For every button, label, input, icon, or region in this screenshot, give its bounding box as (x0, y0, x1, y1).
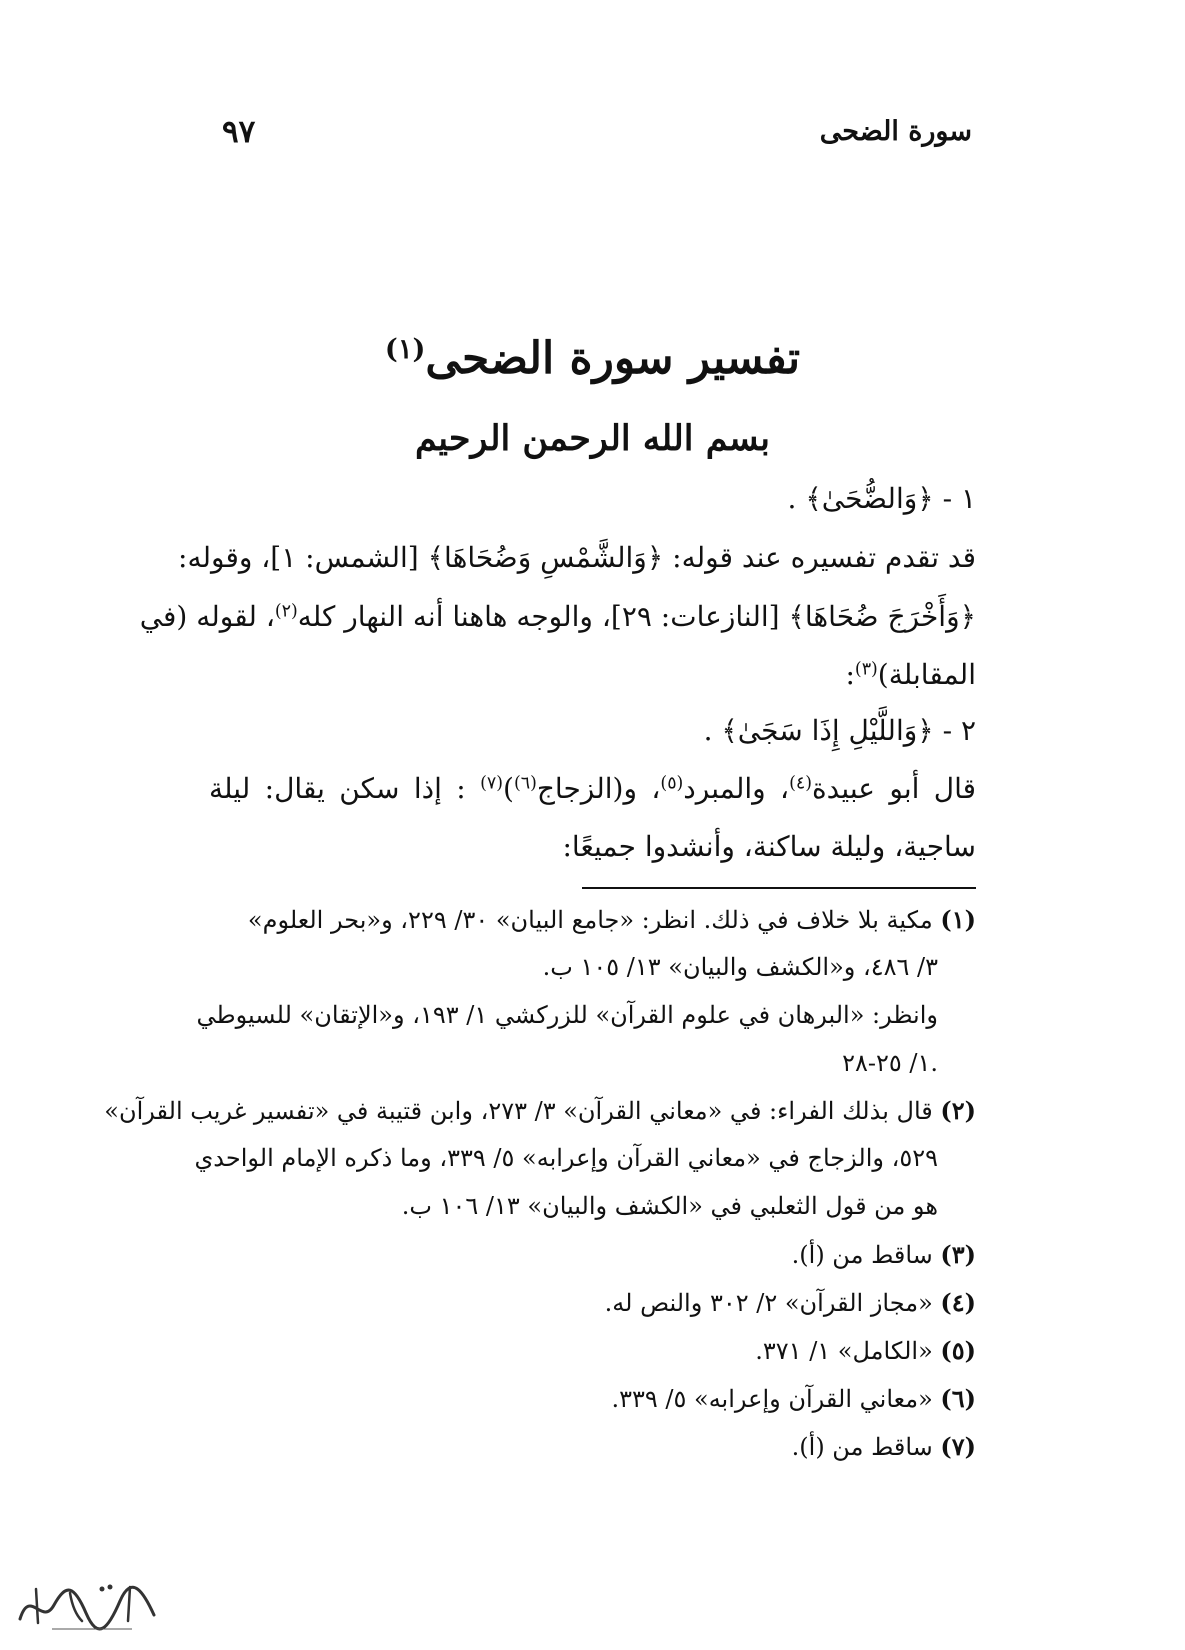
verse-1-line (788, 482, 976, 515)
footnote-text: ساقط من (أ). (791, 1433, 933, 1461)
quran-ayah: ﴿وَأَخْرَجَ ضُحَاهَا﴾ (788, 600, 976, 633)
body-text: : (845, 658, 855, 691)
calligraphy-dot (108, 1585, 113, 1590)
footnote-number: (٦) (940, 1384, 976, 1413)
footnote-2-line: هو من قول الثعلبي في «الكشف والبيان» ١٣/ ١٠٦ ب. (401, 1192, 938, 1220)
footnote-1-line: ١/ ٢٥-٢٨. (842, 1049, 938, 1077)
footnote-text: «مجاز القرآن» ٢/ ٣٠٢ والنص له. (604, 1289, 933, 1317)
footnote-marker: (٦) (513, 773, 537, 794)
verse-end: . (703, 714, 713, 747)
watermark-logo (12, 1575, 162, 1635)
footnote-text: «معاني القرآن وإعرابه» ٥/ ٣٣٩. (611, 1385, 933, 1413)
quran-ayah: ﴿وَالضُّحَىٰ﴾ (805, 482, 934, 515)
footnote-text: ساقط من (أ). (791, 1241, 933, 1269)
verse-number: ١ - (942, 482, 976, 515)
page-number: ٩٧ (222, 114, 256, 150)
footnote-number: (١) (940, 905, 976, 934)
body-line (178, 541, 976, 574)
footnote-5 (755, 1336, 976, 1365)
basmala: بسم الله الرحمن الرحيم (415, 418, 770, 459)
footnote-separator (582, 887, 976, 889)
quran-ayah: ﴿وَالشَّمْسِ وَضُحَاهَا﴾ (427, 541, 664, 574)
body-text: قد تقدم تفسيره عند قوله: (672, 541, 976, 574)
quran-ayah: ﴿وَاللَّيْلِ إِذَا سَجَىٰ﴾ (721, 714, 934, 747)
footnote-7 (792, 1432, 976, 1461)
footnote-text: مكية بلا خلاف في ذلك. انظر: «جامع البيان» ٣٠/ ٢٢٩، و«بحر العلوم» (247, 906, 933, 934)
body-line (209, 772, 976, 805)
body-text: [النازعات: ٢٩]، والوجه هاهنا أنه النهار كله$^{(٢)}$، لقوله (في (139, 600, 780, 633)
body-line (139, 600, 976, 633)
footnote-marker: (٤) (789, 773, 812, 794)
footnote-text: «الكامل» ١/ ٣٧١. (755, 1337, 933, 1365)
body-text: قال أبو عبيدة$^{(٤)}$، والمبرد$^{(٥)}$، و(الزجاج$^{(٦)}$)$^{(٧)}$ (480, 772, 977, 805)
footnote-6 (611, 1384, 976, 1413)
footnote-3 (792, 1240, 976, 1269)
footnote-number: (٧) (940, 1432, 976, 1461)
footnote-2-line (104, 1096, 976, 1125)
footnote-marker: (٧) (480, 773, 504, 794)
footnote-1-line: ٣/ ٤٨٦، و«الكشف والبيان» ١٣/ ١٠٥ ب. (542, 953, 938, 981)
footnote-number: (٣) (940, 1240, 976, 1269)
footnote-number: (٥) (940, 1336, 976, 1365)
body-text: المقابلة) (877, 658, 976, 691)
footnote-marker: (٢) (274, 601, 298, 622)
verse-2-line (704, 714, 976, 747)
calligraphy-stroke (20, 1587, 154, 1629)
footnote-marker: (٥) (660, 773, 684, 794)
footnote-text: قال بذلك الفراء: في «معاني القرآن» ٣/ ٢٧٣، وابن قتيبة في «تفسير غريب القرآن» (104, 1097, 933, 1125)
footnote-number: (٢) (940, 1096, 976, 1125)
calligraphy-dot (100, 1587, 105, 1592)
body-line: ساجية، وليلة ساكنة، وأنشدوا جميعًا: (562, 830, 976, 863)
footnote-1-line (248, 905, 976, 934)
verse-number: ٢ - (942, 714, 976, 747)
footnote-marker: (١) (384, 333, 426, 365)
body-text: [الشمس: ١]، وقوله: (178, 541, 419, 574)
footnote-number: (٤) (940, 1288, 976, 1317)
footnote-1-line: وانظر: «البرهان في علوم القرآن» للزركشي ١/ ١٩٣، و«الإتقان» للسيوطي (196, 1001, 938, 1029)
body-line (845, 658, 976, 691)
footnote-4 (605, 1288, 976, 1317)
verse-end: . (787, 482, 797, 515)
chapter-title (0, 333, 1185, 384)
chapter-title-text: تفسير سورة الضحى (425, 333, 801, 384)
running-header-surah: سورة الضحى (819, 116, 972, 147)
footnote-2-line: ٥٢٩، والزجاج في «معاني القرآن وإعرابه» ٥/ ٣٣٩، وما ذكره الإمام الواحدي (194, 1144, 938, 1172)
footnote-marker: (٣) (854, 659, 878, 680)
body-text: : إذا سكن يقال: ليلة (209, 772, 466, 805)
